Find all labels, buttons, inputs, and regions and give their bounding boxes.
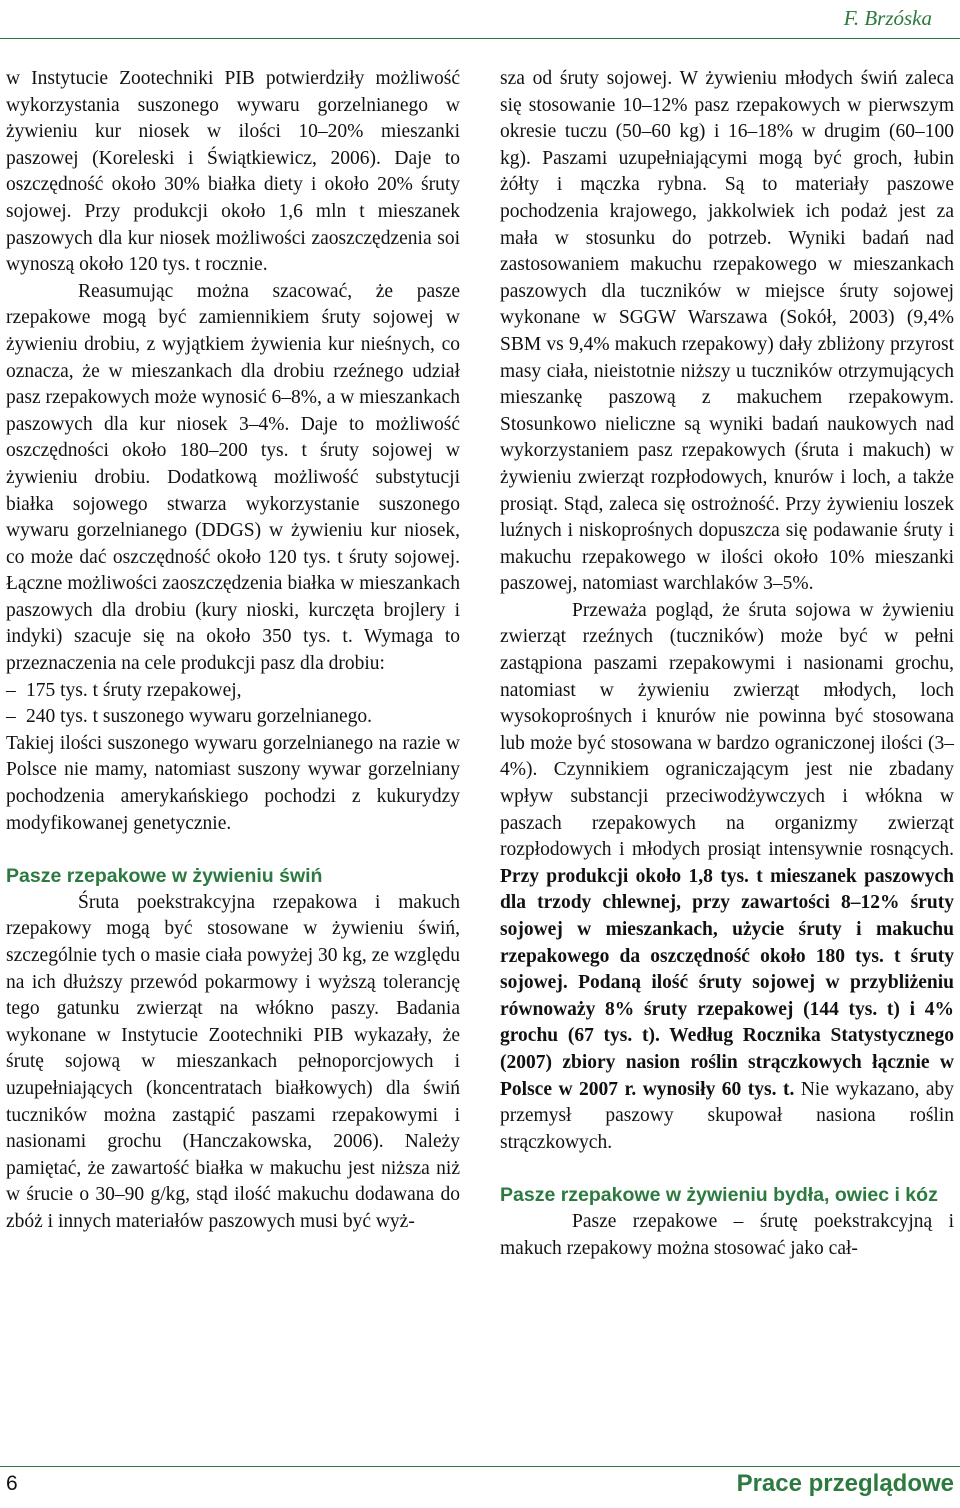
- right-paragraph-1: sza od śruty sojowej. W żywieniu młodych świń zaleca się stosowanie 10–12% pasz rzepakowych w pierwszym okresie tuczu (50–60 kg) i 16–18% w drugim (60–100 kg). Paszami uzupełniającymi mogą być groch, łubin żółty i mączka rybna. Są to materiały paszowe pochodzenia krajowego, jakkolwiek ich podaż jest za mała w stosunku do potrzeb. Wyniki badań nad zastosowaniem makuchu rzepakowego w mieszankach paszowych dla tuczników w miejsce śruty sojowej wykonane w SGGW Warszawa (Sokół, 2003) (9,4% SBM vs 9,4% makuch rzepakowy) dały zbliżony przyrost masy ciała, nieistotnie niższy u tuczników otrzymujących mieszankę paszową z makuchem rzepakowym. Stosunkowo nieliczne są wyniki badań naukowych nad wykorzystaniem pasz rzepakowych (śruta i makuch) w żywieniu zwierząt rozpłodowych, knurów i loch, a także prosiąt. Stąd, zaleca się ostrożność. Przy żywieniu loszek luźnych i niskoprośnych dopuszcza się podawanie śruty i makuchu rzepakowego w ilości około 10% mieszanki paszowej, natomiast warchlaków 3–5%.: [500, 68, 954, 595]
- list-item: [6, 678, 460, 705]
- list-dash: –: [6, 706, 16, 728]
- left-paragraph-4: Śruta poekstrakcyjna rzepakowa i makuch rzepakowy mogą być stosowane w żywieniu świń, szczególnie tych o masie ciała powyżej 30 kg, ze względu na ich dłuższy przewód pokarmowy i wyższą tolerancję tego gatunku zwierząt na włókno paszy. Badania wykonane w Instytucie Zootechniki PIB wykazały, że śrutę sojową w mieszankach pełnoporcjowych i uzupełniających (koncentratach białkowych) dla świń tuczników można zastąpić paszami rzepakowymi i nasionami grochu (Hanczakowska, 2006). Należy pamiętać, że zawartość białka w makuchu jest niższa niż w śrucie o 30–90 g/kg, stąd ilość makuchu dodawana do zbóż i innych materiałów paszowych musi być wyż-: [6, 891, 460, 1232]
- right-paragraph-2-bold: Przy produkcji około 1,8 tys. t mieszanek paszowych dla trzody chlewnej, przy zawartości 8–12% śruty sojowej w mieszankach, użycie śruty i makuchu rzepakowego da oszczędność około 180 tys. t śruty sojowej. Podaną ilość śruty sojowej w przybliżeniu równoważy 8% śruty rzepakowej (144 tys. t) i 4% grochu (67 tys. t). Według Rocznika Statystycznego (2007) zbiory nasion roślin strączkowych łącznie w Polsce w 2007 r. wynosiły 60 tys. t.: [500, 865, 954, 1100]
- list-dash: –: [6, 679, 16, 701]
- right-paragraph-2-text: Przeważa pogląd, że śruta sojowa w żywieniu zwierząt rzeźnych (tuczników) może być w pełni zastąpiona paszami rzepakowymi i nasionami grochu, natomiast w żywieniu zwierząt młodych, loch wysokoprośnych i knurów nie powinna być stosowana lub może być stosowana w bardzo ograniczonej ilości (3–4%). Czynnikiem ograniczającym jest nie zbadany wpływ substancji przeciwodżywczych i włókna w paszach rzepakowych na organizmy zwierząt rozpłodowych i młodych prosiąt intensywnie rosnących.: [500, 599, 954, 861]
- left-paragraph-1: w Instytucie Zootechniki PIB potwierdziły możliwość wykorzystania suszonego wywaru gorzelnianego w żywieniu kur niosek w ilości 10–20% mieszanki paszowej (Koreleski i Świątkiewicz, 2006). Daje to oszczędność około 30% białka diety i około 20% śruty sojowej. Przy produkcji około 1,6 mln t mieszanek paszowych dla kur niosek możliwości zaoszczędzenia soi wynoszą około 120 tys. t rocznie.: [6, 68, 460, 276]
- right-paragraph-2: [500, 598, 954, 1156]
- left-column: [6, 66, 460, 1236]
- section-heading-cattle: Pasze rzepakowe w żywieniu bydła, owiec i kóz: [500, 1184, 938, 1207]
- list-item: [6, 704, 460, 731]
- right-paragraph-3: Pasze rzepakowe – śrutę poekstrakcyjną i makuch rzepakowy można stosować jako cał-: [500, 1210, 954, 1259]
- header-rule: [0, 38, 960, 39]
- list-item-text: 240 tys. t suszonego wywaru gorzelnianego.: [26, 706, 373, 728]
- footer-journal: Prace przeglądowe: [736, 1470, 954, 1497]
- header-author: F. Brzóska: [843, 6, 932, 30]
- footer-rule: [0, 1466, 960, 1467]
- list-item-text: 175 tys. t śruty rzepakowej,: [26, 679, 242, 701]
- right-paragraph-2-tail: Nie wykazano, aby przemysł paszowy skupował nasiona roślin strączkowych.: [500, 1078, 955, 1153]
- left-paragraph-2: Reasumując można szacować, że pasze rzepakowe mogą być zamiennikiem śruty sojowej w żywieniu drobiu, z wyjątkiem żywienia kur nieśnych, co oznacza, że w mieszankach dla drobiu rzeźnego udział pasz rzepakowych może wynosić 6–8%, a w mieszankach paszowych dla kur niosek 3–4%. Daje to możliwość oszczędności około 180–200 tys. t śruty sojowej w żywieniu drobiu. Dodatkową możliwość substytucji białka sojowego stwarza wykorzystanie suszonego wywaru gorzelnianego (DDGS) w żywieniu kur niosek, co może dać oszczędność około 120 tys. t śruty sojowej. Łączne możliwości zaoszczędzenia białka w mieszankach paszowych dla drobiu (kury nioski, kurczęta brojlery i indyki) szacuje się na około 350 tys. t. Wymaga to przeznaczenia na cele produkcji pasz dla drobiu:: [6, 280, 460, 675]
- section-heading-pigs: Pasze rzepakowe w żywieniu świń: [6, 865, 323, 888]
- right-column: [500, 66, 954, 1262]
- left-paragraph-3: Takiej ilości suszonego wywaru gorzelnianego na razie w Polsce nie mamy, natomiast suszony wywar gorzelniany pochodzenia amerykańskiego pochodzi z kukurydzy modyfikowanej genetycznie.: [6, 732, 460, 834]
- page-number: 6: [6, 1472, 18, 1495]
